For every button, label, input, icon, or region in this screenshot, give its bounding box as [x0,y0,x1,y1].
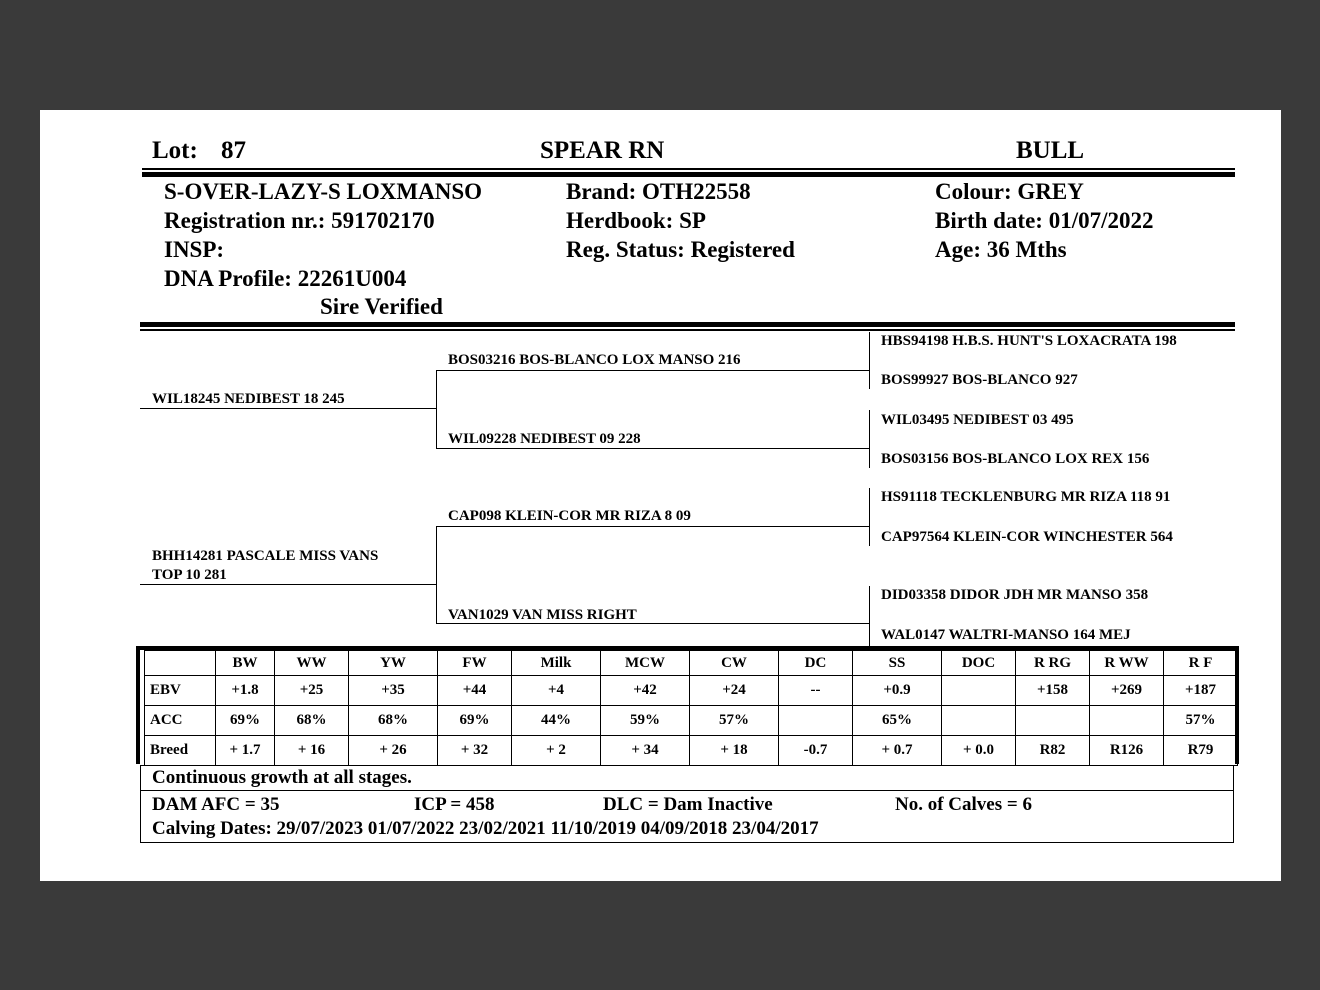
pedigree-line [436,448,870,449]
dam-name-line1: BHH14281 PASCALE MISS VANS [152,548,379,564]
ebv-cell: + 1.7 [216,736,275,766]
pedigree-line [869,332,870,389]
sex: BULL [1016,137,1085,164]
ebv-cell: -0.7 [779,736,853,766]
ebv-header-cell: WW [275,651,349,676]
insp: INSP: [164,237,225,262]
header-rule-thick [142,172,1235,177]
ebv-header-cell: CW [690,651,779,676]
age: Age: 36 Mths [935,237,1067,262]
pedigree-line [140,584,436,585]
ebv-cell: R79 [1164,736,1238,766]
ebv-header-cell: BW [216,651,275,676]
catalogue-sheet [40,110,1281,881]
ebv-header-cell: Milk [512,651,601,676]
ebv-row-label: EBV [145,676,216,706]
pedigree-line [436,526,437,624]
ebv-cell: 68% [349,706,438,736]
ebv-cell: 69% [216,706,275,736]
comment: Continuous growth at all stages. [152,767,412,788]
ebv-header-cell: R RG [1016,651,1090,676]
ebv-cell: 44% [512,706,601,736]
ggp-name: HS91118 TECKLENBURG MR RIZA 118 91 [881,489,1171,505]
animal-full-name: S-OVER-LAZY-S LOXMANSO [164,179,483,204]
ebv-cell: 69% [438,706,512,736]
ebv-cell: +187 [1164,676,1238,706]
ebv-cell [942,706,1016,736]
ebv-cell: + 16 [275,736,349,766]
ebv-header-row [145,651,1238,676]
brand: Brand: OTH22558 [566,179,751,204]
colour: Colour: GREY [935,179,1084,204]
sire-dam-name: WIL09228 NEDIBEST 09 228 [448,431,641,447]
sire-sire-name: BOS03216 BOS-BLANCO LOX MANSO 216 [448,352,741,368]
ebv-header-cell: SS [853,651,942,676]
ebv-cell: +35 [349,676,438,706]
ebv-header-cell: YW [349,651,438,676]
header-rule-thin [142,168,1235,170]
icp: ICP = 458 [414,794,495,815]
dam-info-box [140,791,1234,843]
info-rule-thick [140,322,1235,327]
ggp-name: DID03358 DIDOR JDH MR MANSO 358 [881,587,1149,603]
ebv-cell [779,706,853,736]
ebv-cell: +0.9 [853,676,942,706]
registration-status: Reg. Status: Registered [566,237,795,262]
ebv-cell: +158 [1016,676,1090,706]
ebv-cell: -- [779,676,853,706]
ebv-cell: +44 [438,676,512,706]
ebv-cell: 65% [853,706,942,736]
calving-dates: Calving Dates: 29/07/2023 01/07/2022 23/02/2021 11/10/2019 04/09/2018 23/04/2017 [152,818,819,839]
ebv-cell: + 2 [512,736,601,766]
ebv-cell [942,676,1016,706]
breed-row [145,736,1238,766]
ggp-name: WAL0147 WALTRI-MANSO 164 MEJ [881,627,1131,643]
ebv-cell: + 0.7 [853,736,942,766]
ebv-cell: +4 [512,676,601,706]
ebv-cell: + 32 [438,736,512,766]
ebv-row-label: Breed [145,736,216,766]
ggp-name: BOS99927 BOS-BLANCO 927 [881,372,1078,388]
pedigree-line [140,408,436,409]
ggp-name: CAP97564 KLEIN-COR WINCHESTER 564 [881,529,1173,545]
animal-name: SPEAR RN [540,137,665,164]
dna-profile: DNA Profile: 22261U004 [164,266,407,291]
ebv-cell: 68% [275,706,349,736]
comment-box [140,765,1234,791]
pedigree-line [869,586,870,646]
ebv-header-cell: DOC [942,651,1016,676]
ggp-name: BOS03156 BOS-BLANCO LOX REX 156 [881,451,1150,467]
ebv-frame-left [136,646,140,764]
ebv-cell: 59% [601,706,690,736]
ebv-cell: +25 [275,676,349,706]
ebv-cell: + 0.0 [942,736,1016,766]
ebv-cell: 57% [1164,706,1238,736]
pedigree-line [436,370,437,449]
ebv-header-cell: R WW [1090,651,1164,676]
ebv-cell: R126 [1090,736,1164,766]
ebv-table [144,650,1238,766]
sire-name: WIL18245 NEDIBEST 18 245 [152,391,345,407]
lot-number: 87 [221,137,246,164]
ebv-cell: R82 [1016,736,1090,766]
pedigree-line [436,526,870,527]
ebv-header-cell: DC [779,651,853,676]
dlc: DLC = Dam Inactive [603,794,773,815]
info-rule-thin [140,329,1235,331]
ebv-header-cell: FW [438,651,512,676]
ebv-cell: +1.8 [216,676,275,706]
ebv-cell: + 18 [690,736,779,766]
registration-number: Registration nr.: 591702170 [164,208,435,233]
ggp-name: WIL03495 NEDIBEST 03 495 [881,412,1074,428]
pedigree-line [869,488,870,546]
dam-afc: DAM AFC = 35 [152,794,280,815]
ggp-name: HBS94198 H.B.S. HUNT'S LOXACRATA 198 [881,333,1177,349]
dam-dam-name: VAN1029 VAN MISS RIGHT [448,607,637,623]
ebv-cell: +42 [601,676,690,706]
ebv-header-cell [145,651,216,676]
ebv-cell: +269 [1090,676,1164,706]
pedigree-line [869,410,870,468]
ebv-cell: +24 [690,676,779,706]
ebv-cell: + 34 [601,736,690,766]
ebv-cell: 57% [690,706,779,736]
ebv-row [145,676,1238,706]
pedigree-line [436,370,870,371]
ebv-row-label: ACC [145,706,216,736]
ebv-cell [1016,706,1090,736]
acc-row [145,706,1238,736]
ebv-header-cell: R F [1164,651,1238,676]
birth-date: Birth date: 01/07/2022 [935,208,1154,233]
number-of-calves: No. of Calves = 6 [895,794,1032,815]
lot-label: Lot: [152,137,198,164]
ebv-cell: + 26 [349,736,438,766]
sire-verified: Sire Verified [320,294,443,319]
dam-name-line2: TOP 10 281 [152,567,227,583]
ebv-header-cell: MCW [601,651,690,676]
dam-sire-name: CAP098 KLEIN-COR MR RIZA 8 09 [448,508,691,524]
herdbook: Herdbook: SP [566,208,706,233]
ebv-cell [1090,706,1164,736]
